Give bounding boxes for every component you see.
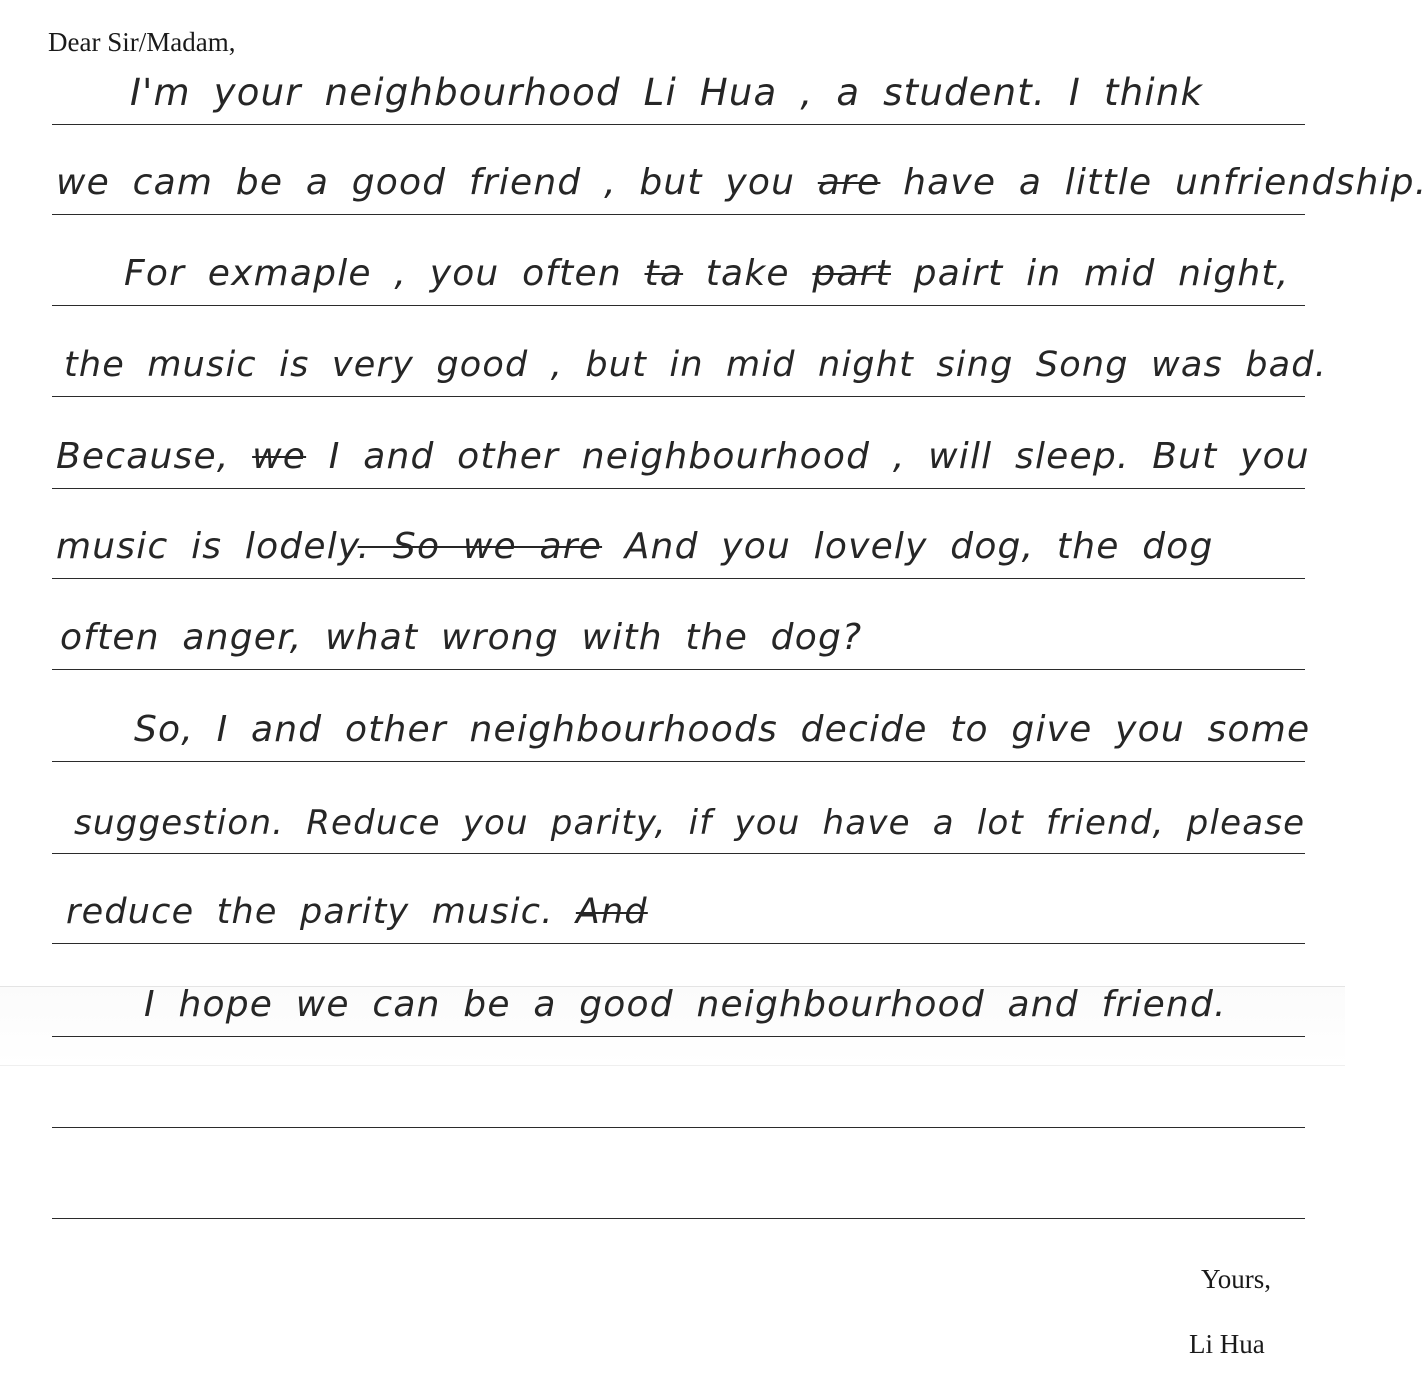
- handwritten-text: I'm your neighbourhood Li Hua , a student. I think: [130, 71, 1204, 114]
- signature: Li Hua: [1189, 1329, 1265, 1359]
- handwritten-line: [56, 436, 1310, 477]
- handwritten-text: reduce the parity music.: [66, 892, 576, 932]
- handwritten-text: I hope we can be a good neighbourhood and friend.: [144, 984, 1227, 1025]
- handwritten-line: [144, 984, 1227, 1025]
- handwritten-line: [130, 71, 1203, 114]
- handwritten-line: [56, 162, 1427, 203]
- handwritten-text: So, I and other neighbourhoods decide to give you some: [134, 709, 1311, 750]
- ruled-line: [52, 1036, 1305, 1037]
- closing: Yours,: [1201, 1264, 1272, 1294]
- handwritten-text: suggestion. Reduce you parity, if you have a lot friend, please: [74, 803, 1306, 843]
- handwritten-text: I and other neighbourhood , will sleep. But you: [306, 436, 1310, 477]
- handwritten-text: Because,: [56, 436, 253, 477]
- handwritten-text: take: [683, 253, 813, 294]
- struck-out-text: part: [812, 253, 891, 294]
- struck-out-text: are: [817, 162, 881, 203]
- ruled-line: [52, 943, 1305, 944]
- handwritten-line: [56, 526, 1214, 567]
- greeting: Dear Sir/Madam,: [48, 27, 236, 57]
- ruled-line: [52, 761, 1305, 762]
- handwritten-text: often anger, what wrong with the dog?: [60, 617, 863, 658]
- ruled-line: [52, 1218, 1305, 1219]
- handwritten-text: For exmaple , you often: [124, 253, 645, 294]
- ruled-line: [52, 124, 1305, 125]
- ruled-line: [52, 488, 1305, 489]
- struck-out-text: . So we are: [357, 526, 603, 567]
- handwritten-text: we cam be a good friend , but you: [56, 162, 818, 203]
- ruled-line: [52, 578, 1305, 579]
- ruled-line: [52, 669, 1305, 670]
- struck-out-text: And: [575, 892, 648, 932]
- handwritten-text: the music is very good , but in mid night sing Song was bad.: [64, 345, 1328, 385]
- handwritten-line: [60, 617, 862, 658]
- handwritten-text: music is lodely: [56, 526, 358, 567]
- ruled-line: [52, 214, 1305, 215]
- ruled-line: [52, 305, 1305, 306]
- handwritten-line: [134, 709, 1310, 750]
- ruled-line: [52, 853, 1305, 854]
- handwritten-line: [66, 892, 648, 932]
- struck-out-text: ta: [644, 253, 684, 294]
- handwritten-text: pairt in mid night,: [891, 253, 1290, 294]
- handwritten-text: have a little unfriendship.: [880, 162, 1427, 203]
- handwritten-line: [124, 253, 1289, 294]
- struck-out-text: we: [252, 436, 307, 477]
- ruled-line: [52, 1127, 1305, 1128]
- ruled-line: [52, 396, 1305, 397]
- handwritten-text: And you lovely dog, the dog: [602, 526, 1214, 567]
- handwritten-line: [64, 345, 1327, 385]
- handwritten-line: [74, 803, 1305, 843]
